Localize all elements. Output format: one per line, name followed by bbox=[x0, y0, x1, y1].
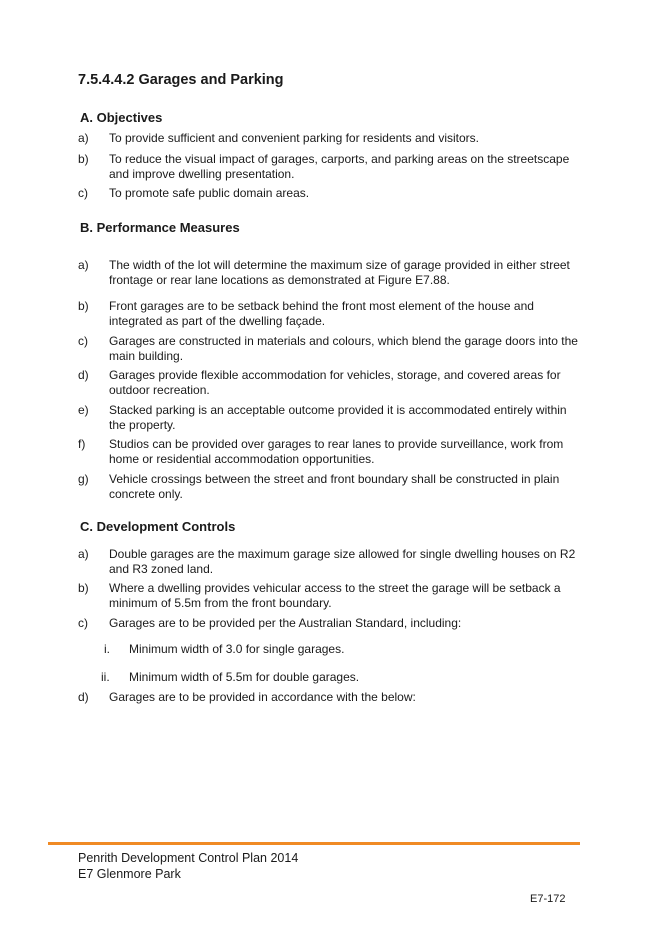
item-label: c) bbox=[78, 616, 88, 630]
item-text: Where a dwelling provides vehicular access to the street the garage will be setback a minimum of 5.5m from the front boundary. bbox=[109, 581, 561, 610]
item-label: d) bbox=[78, 368, 89, 382]
objectives-heading: A. Objectives bbox=[80, 110, 163, 125]
subitem-text: Minimum width of 5.5m for double garages. bbox=[129, 670, 360, 684]
section-title: 7.5.4.4.2 Garages and Parking bbox=[78, 72, 284, 88]
item-text: Front garages are to be setback behind the front most element of the house and integrated as part of the dwelling façade. bbox=[109, 299, 534, 328]
item-text: Garages provide flexible accommodation for vehicles, storage, and covered areas for outdoor recreation. bbox=[109, 368, 561, 397]
item-text: Garages are to be provided per the Australian Standard, including: bbox=[109, 616, 462, 630]
item-text: To reduce the visual impact of garages, carports, and parking areas on the streetscape and improve dwelling presentation. bbox=[109, 152, 570, 181]
performance-heading: B. Performance Measures bbox=[80, 220, 240, 235]
item-label: a) bbox=[78, 131, 89, 145]
item-label: f) bbox=[78, 437, 86, 451]
page-number: E7-172 bbox=[530, 893, 566, 905]
subitem-text: Minimum width of 3.0 for single garages. bbox=[129, 642, 345, 656]
item-text: To promote safe public domain areas. bbox=[109, 186, 310, 200]
footer-section-title: E7 Glenmore Park bbox=[78, 867, 181, 881]
controls-heading: C. Development Controls bbox=[80, 519, 236, 534]
item-text: The width of the lot will determine the maximum size of garage provided in either street frontage or rear lane locations as demonstrated at Figure E7.88. bbox=[109, 258, 570, 287]
subitem-label: i. bbox=[104, 642, 110, 656]
item-label: b) bbox=[78, 299, 89, 313]
footer-plan-title: Penrith Development Control Plan 2014 bbox=[78, 851, 299, 865]
item-label: c) bbox=[78, 334, 88, 348]
item-text: Stacked parking is an acceptable outcome provided it is accommodated entirely within the property. bbox=[109, 403, 567, 432]
item-text: Garages are to be provided in accordance with the below: bbox=[109, 690, 416, 704]
item-text: To provide sufficient and convenient parking for residents and visitors. bbox=[109, 131, 479, 145]
item-text: Vehicle crossings between the street and front boundary shall be constructed in plain concrete only. bbox=[109, 472, 560, 501]
footer-rule bbox=[48, 842, 580, 845]
item-label: g) bbox=[78, 472, 89, 486]
item-label: c) bbox=[78, 186, 88, 200]
item-label: a) bbox=[78, 547, 89, 561]
item-label: b) bbox=[78, 152, 89, 166]
item-label: d) bbox=[78, 690, 89, 704]
item-text: Studios can be provided over garages to rear lanes to provide surveillance, work from home or residential accommodation opportunities. bbox=[109, 437, 564, 466]
item-label: e) bbox=[78, 403, 89, 417]
item-label: a) bbox=[78, 258, 89, 272]
item-text: Double garages are the maximum garage size allowed for single dwelling houses on R2 and R3 zoned land. bbox=[109, 547, 576, 576]
subitem-label: ii. bbox=[101, 670, 110, 684]
item-text: Garages are constructed in materials and colours, which blend the garage doors into the main building. bbox=[109, 334, 578, 363]
item-label: b) bbox=[78, 581, 89, 595]
